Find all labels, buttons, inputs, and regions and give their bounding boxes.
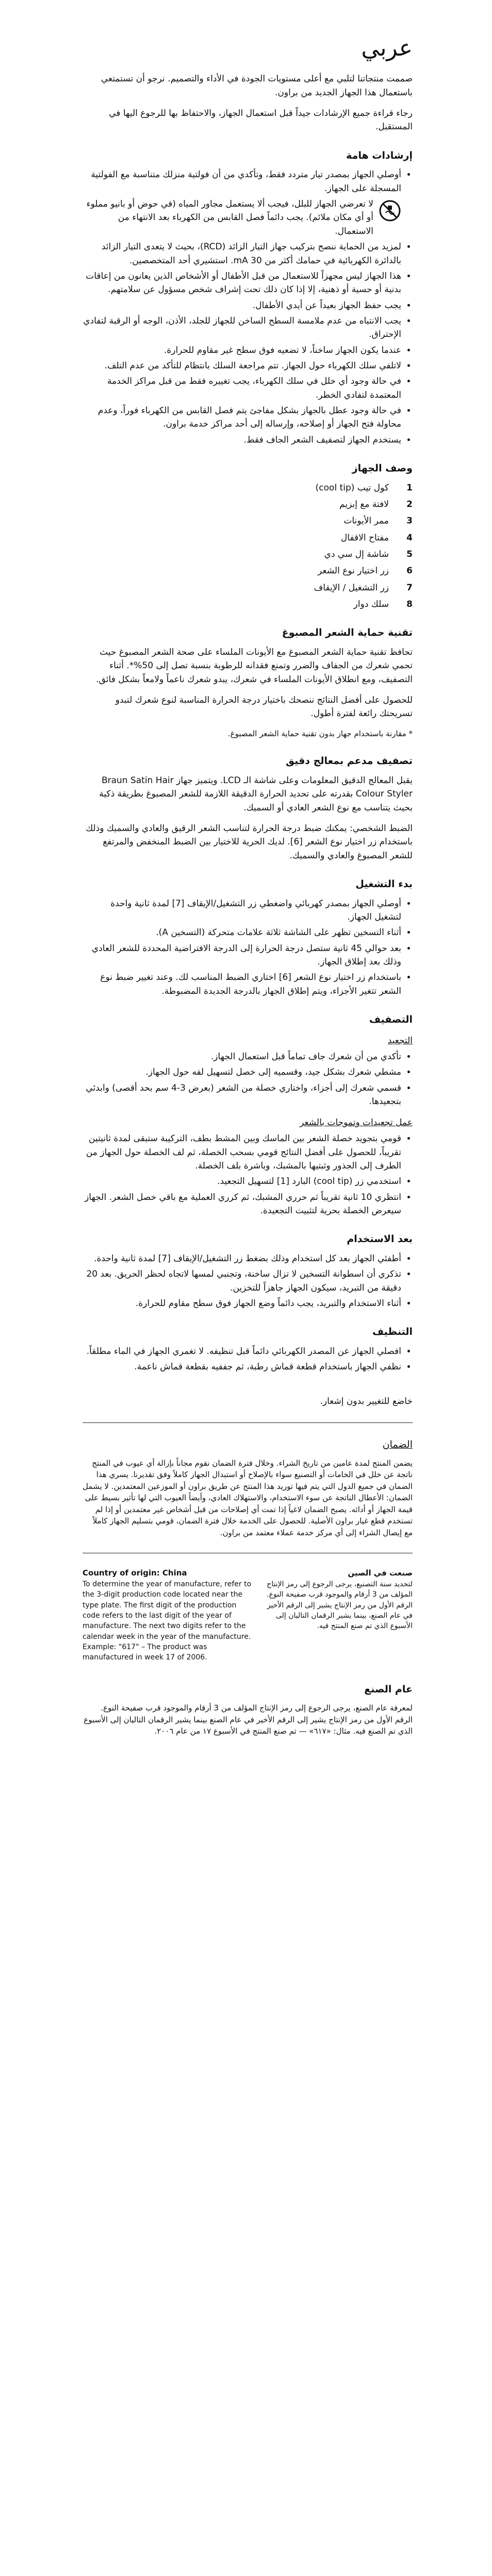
origin-arabic-title: صنعت في الصين <box>348 1568 413 1578</box>
waves-list <box>83 1132 413 1217</box>
safety-item: • يستخدم الجهاز لتصفيف الشعر الجاف فقط. <box>83 433 401 447</box>
styling-subheading-curling: التجعيد <box>387 1035 413 1046</box>
part-number: 3 <box>406 516 413 527</box>
guarantee-text: يضمن المنتج لمدة عامين من تاريخ الشراء. وخلال فترة الضمان نقوم مجاناً بإزالة أي عيوب في المنتج ناتجة عن خلل في الخامات أو التصنيع سواء بالإصلاح أو استبدال الجهاز كاملاً وفق تقديرنا. يسري هذا الضمان في جميع الدول التي يتم فيها توريد هذا المنتج عن طريق براون أو الموزعين المعتمدين. لا يشمل الضمان: الأعطال الناتجة عن سوء الاستخدام، والاستهلاك العادي، وأيضاً العيوب التي لها تأثير بسيط على قيمة الجهاز أو أدائه. يصبح الضمان لاغياً إذا تمت أي إصلاحات من قبل أشخاص غير معتمدين أو إذا لم تستخدم قطع غيار براون الأصلية. للحصول على الخدمة خلال فترة الضمان، قومي بتسليم الجهاز كاملاً مع إيصال الشراء إلى أي مركز خدمة عملاء معتمد من براون. <box>83 1458 413 1537</box>
part-label: زر التشغيل / الإيقاف <box>314 582 389 593</box>
part-item <box>83 598 413 611</box>
part-number: 4 <box>406 532 413 543</box>
safety-item: • في حالة وجود أي خلل في سلك الكهرباء، يجب تغييره فقط من قبل مراكز الخدمة المعتمدة لتفادي الخطر. <box>83 375 401 402</box>
part-number: 2 <box>406 499 413 510</box>
start-item: • باستخدام زر اختيار نوع الشعر [6] اختاري الضبط المناسب لك. وعند تغيير ضبط نوع الشعر تتغير الأجزاء، ويتم إطلاق الجهاز بالدرجة الجديدة المضبوطة. <box>83 971 401 998</box>
part-number: 7 <box>406 582 413 593</box>
arabic-column <box>83 36 413 1744</box>
safety-item: • لاتلفي سلك الكهرباء حول الجهاز. تتم مراجعة السلك بانتظام للتأكد من عدم التلف. <box>83 359 401 372</box>
part-item <box>83 531 413 545</box>
origin-english-text: To determine the year of manufacture, refer to the 3-digit production code located near the type plate. The first digit of the production code refers to the last digit of the year of manufacture. The next two digits refer to the calendar week in the year of the manufacture. Example: "617" – The product was manufactured in week 17 of 2006. <box>83 1580 252 1662</box>
part-number: 8 <box>406 599 413 610</box>
part-number: 1 <box>406 482 413 493</box>
language-title: عربي <box>361 35 413 61</box>
safety-item: • لمزيد من الحماية ننصح بتركيب جهاز التيار الزائد (RCD)، بحيث لا يتعدى التيار الزائد بالدائرة الكهربائية في حمامك أكثر من 30 mA. استشيري أحد المتخصصين. <box>83 240 401 267</box>
waves-item: • قومي بتجويد خصلة الشعر بين الماسك وبين المشط بطف، التركيبة ستبقى لمدة ثانيتين تقريباً، للحصول على أفضل النتائج قومي بسحب الخصلة، ثم لف الخصلة حول الجهاز من الطرف إلى الجذور وثبتيها بالمشبك، وباشرة بلف الخصلة. <box>83 1132 401 1173</box>
part-label: زر اختيار نوع الشعر <box>318 566 389 577</box>
start-list <box>83 897 413 998</box>
part-label: مفتاح الاقفال <box>340 532 389 543</box>
styling-heading: التصفيف <box>369 1014 413 1026</box>
manufacture-year-heading: عام الصنع <box>364 1684 413 1696</box>
change-notice: خاضع للتغيير بدون إشعار. <box>320 1396 413 1406</box>
safety-item: • يجب حفظ الجهاز بعيداً عن أيدي الأطفال. <box>83 299 401 312</box>
section-divider <box>83 1422 413 1423</box>
part-label: ممر الأيونات <box>343 516 389 527</box>
part-item <box>83 514 413 528</box>
part-item <box>83 481 413 495</box>
safety-item: • في حالة وجود عطل بالجهاز بشكل مفاجئ يتم فصل القابس من الكهرباء فوراً، وعدم محاولة فتح الجهاز أو إصلاحه، وإرساله إلى أحد مراكز خدمة براون. <box>83 404 401 431</box>
origin-english <box>83 1568 253 1663</box>
after-use-item: • أثناء الاستخدام والتبريد، يجب دائماً وضع الجهاز فوق سطح مقاوم للحرارة. <box>83 1297 401 1310</box>
protection-paragraph: تحافظ تقنية حماية الشعر المصبوغ مع الأيونات الملساء على صحة الشعر المصبوغ حيث تحمي شعرك من الجفاف والضرر وتمنع فقدانه للرطوبة بنسبة تصل إلى 50%*. أثناء التصفيف، ومع انطلاق الأيونات الملساء في شعرك، يبدو شعرك ناعماً ولامعاً بشكل فائق. <box>96 647 413 685</box>
waves-item: • انتظري 10 ثانية تقريباً ثم حرري المشبك، ثم كرري العملية مع باقي خصل الشعر. الجهاز سيعرض الخصلة بحرية لتثبيت التجعيدة. <box>83 1191 401 1218</box>
safety-item-warning <box>83 197 401 238</box>
intro-paragraph-2: رجاء قراءة جميع الإرشادات جيداً قبل استعمال الجهاز، والاحتفاظ بها للرجوع اليها في المستقبل. <box>109 108 413 132</box>
protection-heading: تقنية حماية الشعر المصبوغ <box>282 627 413 639</box>
smart-paragraph: الضبط الشخصي: يمكنك ضبط درجة الحرارة لتناسب الشعر الرقيق والعادي والسميك وذلك باستخدام زر اختيار نوع الشعر [6]. لديك الحرية للاختيار بين الضبط المنخفض والمرتفع للشعر المصبوغ والعادي والسميك. <box>86 823 413 861</box>
safety-item: • يجب الانتباه من عدم ملامسة السطح الساخن للجهاز للجلد، الأذن، الوجه أو الرقبة لتفادي الإحتراق. <box>83 314 401 342</box>
start-heading: بدء التشغيل <box>355 878 413 890</box>
curling-list <box>83 1050 413 1108</box>
curling-item: • مشطي شعرك بشكل جيد، وقسميه إلى خصل لتسهيل لفه حول الجهاز. <box>83 1065 401 1079</box>
curling-item: • قسمي شعرك إلى أجزاء، واختاري خصلة من الشعر (بعرض 3-4 سم بحد أقصى) وابدئي بتجعيدها. <box>83 1081 401 1109</box>
protection-paragraph: للحصول على أفضل النتائج ننصحك باختيار درجة الحرارة المناسبة لنوع شعرك لتبدو تسريحتك رائعة لفترة أطول. <box>115 695 413 719</box>
part-item <box>83 564 413 578</box>
cleaning-heading: التنظيف <box>372 1326 413 1338</box>
part-number: 5 <box>406 549 413 560</box>
safety-list <box>83 168 413 447</box>
cleaning-item: • نظفي الجهاز باستخدام قطعة قماش رطبة، ثم جففيه بقطعة قماش ناعمة. <box>83 1360 401 1374</box>
origin-block <box>83 1568 413 1663</box>
after-use-item: • أطفئي الجهاز بعد كل استخدام وذلك بضغط زر التشغيل/الإيقاف [7] لمدة ثانية واحدة. <box>83 1252 401 1265</box>
after-use-heading: بعد الاستخدام <box>347 1233 413 1245</box>
after-use-item: • تذكري أن اسطوانة التسخين لا تزال ساخنة، وتجنبي لمسها لاتجاه لحظر الحريق. بعد 20 دقيقة من التبريد، سيكون الجهاز جاهزاً للتخزين. <box>83 1267 401 1295</box>
smart-styling-heading: تصفيف مدعم بمعالج دقيق <box>285 755 413 767</box>
after-use-list <box>83 1252 413 1310</box>
start-item: • بعد حوالي 45 ثانية ستصل درجة الحرارة إلى الدرجة الافتراضية المحددة للشعر العادي وذلك بعد إطلاق الجهاز. <box>83 942 401 969</box>
curling-item: • تأكدي من أن شعرك جاف تماماً قبل استعمال الجهاز. <box>83 1050 401 1063</box>
waves-item: • استخدمي زر (cool tip) البارد [1] لتسهيل التجعيد. <box>83 1175 401 1188</box>
part-item <box>83 498 413 511</box>
intro-paragraph-1: صممت منتجاتنا لتلبي مع أعلى مستويات الجودة في الأداء والتصميم. نرجو أن تستمتعي باستعمال هذا الجهاز الجديد من براون. <box>101 74 413 98</box>
cleaning-item: • افصلي الجهاز عن المصدر الكهربائي دائماً قبل تنظيفه. لا تغمري الجهاز في الماء مطلقاً. <box>83 1345 401 1358</box>
part-item <box>83 548 413 561</box>
safety-item: • عندما يكون الجهاز ساخناً، لا تضعيه فوق سطح غير مقاوم للحرارة. <box>83 344 401 357</box>
origin-arabic-text: لتحديد سنة التصنيع، يرجى الرجوع إلى رمز الإنتاج المؤلف من 3 أرقام والموجود قرب صفيحة النوع. الرقم الأول من رمز الإنتاج يشير إلى الرقم الأخير في عام الصنع، بينما يشير الرقمان التاليان إلى الأسبوع الذي تم صنع المنتج فيه. <box>267 1580 413 1631</box>
guarantee-heading: الضمان <box>382 1439 413 1451</box>
start-item: • أثناء التسخين تظهر على الشاشة ثلاثة علامات متحركة (التسخين A). <box>83 926 401 939</box>
safety-item: • هذا الجهاز ليس مجهزاً للاستعمال من قبل الأطفال أو الأشخاص الذين يعانون من إعاقات بدنية أو حسية أو ذهنية، إلا إذا كان ذلك تحت إشراف شخص مسؤول عن سلامتهم. <box>83 269 401 297</box>
styling-subheading-waves: عمل تجعيدات وتموجات بالشعر <box>300 1117 413 1128</box>
part-item <box>83 581 413 595</box>
manufacture-year-text: لمعرفة عام الصنع، يرجى الرجوع إلى رمز الإنتاج المؤلف من 3 أرقام والموجود قرب صفيحة النوع. الرقم الأول من رمز الإنتاج يشير إلى الرقم الأخير في عام الصنع بينما يشير الرقمان التاليان إلى الأسبوع الذي تم الصنع فيه. مثال: «٦١٧» — تم صنع المنتج في الأسبوع ١٧ من عام ٢٠٠٦. <box>84 1703 413 1736</box>
part-label: شاشة إل سي دي <box>324 549 389 560</box>
origin-arabic <box>263 1568 413 1663</box>
part-label: لافتة مع إبزيم <box>339 499 389 510</box>
safety-warning-text: لا تعرضي الجهاز للبلل، فيجب ألا يستعمل مجاور المياه (في حوض أو بانيو مملوء أو أي مكان ملائم). يجب دائماً فصل القابس من الكهرباء بعد الانتهاء من الاستعمال. <box>86 199 373 236</box>
start-item: • أوصلي الجهاز بمصدر كهربائي واضغطي زر التشغيل/الإيقاف [7] لمدة ثانية واحدة لتشغيل الجهاز. <box>83 897 401 924</box>
part-label: سلك دوار <box>353 599 389 610</box>
protection-footnote: * مقارنة باستخدام جهاز بدون تقنية حماية الشعر المصبوغ. <box>227 728 413 738</box>
cleaning-list <box>83 1345 413 1374</box>
smart-paragraph: يقبل المعالج الدقيق المعلومات وعلى شاشة الـ LCD. ويتميز جهاز Braun Satin Hair Colour Styler بقدرته على تحديد الحرارة الدقيقة اللازمة للشعر المصبوغ بطريقة ذكية بحيث يتناسب مع نوع الشعر العادي أو السميك. <box>99 775 413 813</box>
part-label: كول تيب (cool tip) <box>315 482 389 493</box>
description-heading: وصف الجهاز <box>352 462 413 474</box>
part-number: 6 <box>406 566 413 577</box>
parts-list <box>83 481 413 612</box>
origin-english-title: Country of origin: China <box>83 1568 187 1578</box>
no-water-warning-icon <box>379 199 401 222</box>
safety-heading: إرشادات هامة <box>346 149 413 161</box>
safety-item: • أوصلي الجهاز بمصدر تيار متردد فقط، وتأكدي من أن فولتية منزلك متناسبة مع الفولتية المسجلة على الجهاز. <box>83 168 401 195</box>
